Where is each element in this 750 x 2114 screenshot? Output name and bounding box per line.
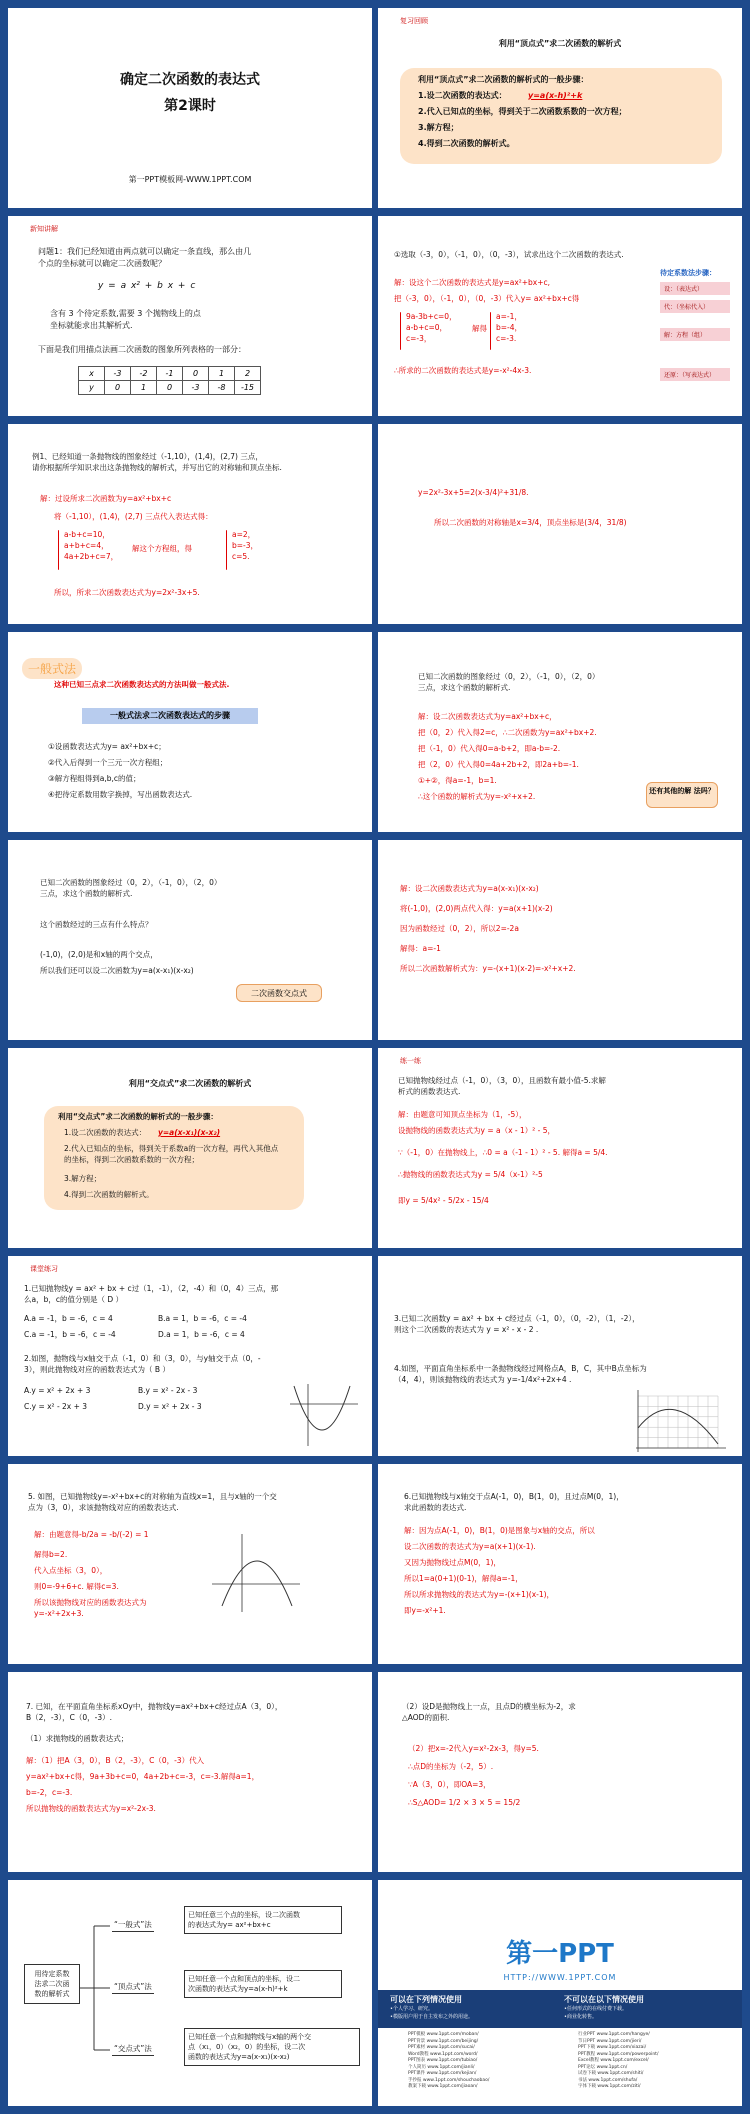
solution-line-4: 解得：a=-1 — [400, 944, 441, 953]
solution-line-2: 把（-3，0），（-1，0），（0，-3）代入y= ax²+bx+c得 — [394, 294, 580, 303]
option-d: D.a = 1，b = -6，c = 4 — [158, 1330, 245, 1339]
option-a-2: A.y = x² + 2x + 3 — [24, 1386, 91, 1395]
footer-link[interactable]: 行业PPT www.1ppt.com/hangye/ — [578, 2032, 650, 2037]
step-solve: 解：方程（组） — [660, 328, 730, 341]
section-tag: 练一练 — [400, 1057, 421, 1065]
solution-line-1: 解：设这个二次函数的表达式是y=ax²+bx+c, — [394, 278, 551, 287]
step-4: 4.得到二次函数的解析式。 — [64, 1190, 154, 1199]
slide-intercept-solution — [378, 840, 742, 1040]
solution-line-2: 设抛物线的函数表达式为y = a（x - 1）² - 5， — [398, 1126, 556, 1135]
completed-square: y=2x²-3x+5=2(x-3/4)²+31/8. — [418, 488, 529, 497]
solution-line-4: 所以1=a(0+1)(0-1)，解得a=-1， — [404, 1574, 523, 1583]
solution-values: a=2， b=-3， c=5. — [232, 530, 259, 561]
table-cell: 2 — [235, 367, 261, 381]
deck-subtitle: 第2课时 — [164, 98, 216, 114]
solution-line-1: 解：设二次函数表达式为y=ax²+bx+c， — [418, 712, 557, 721]
steps-title: 利用“交点式”求二次函数的解析式的一般步骤： — [58, 1112, 218, 1121]
question: ①选取（-3，0），（-1，0），（0，-3），试求出这个二次函数的表达式. — [394, 250, 624, 259]
section-tag: 复习回顾 — [400, 17, 428, 25]
solution-line-5: 即y = 5/4x² - 5/2x - 15/4 — [398, 1196, 489, 1205]
table-intro: 下面是我们用描点法画二次函数的图象所列表格的一部分： — [38, 345, 246, 354]
slide-practice — [378, 1048, 742, 1248]
solution-line-1: （2）把x=-2代入y=x²-2x-3，得y=5. — [408, 1744, 539, 1753]
axis-vertex: 所以二次函数的对称轴是x=3/4，顶点坐标是(3/4，31/8) — [434, 518, 627, 527]
brace-right — [490, 312, 491, 350]
solution-line-3: ∵（-1，0）在抛物线上，∴0 = a（-1 - 1）² - 5. 解得a = 5/4. — [398, 1148, 608, 1157]
links-left — [408, 2032, 489, 2091]
method-vertex: “顶点式”法 — [112, 1982, 154, 1994]
grid-parabola-figure — [628, 1388, 728, 1454]
steps-title: 利用“顶点式”求二次函数的解析式的一般步骤： — [418, 75, 589, 84]
step-3: 3.解方程； — [418, 123, 459, 132]
exercise-2: 2.如图，抛物线与x轴交于点（-1，0）和（3，0），与y轴交于点（0，- 3），则此抛物线对应的函数表达式为（ B ） — [24, 1354, 261, 1374]
coefficients-note: 含有 3 个待定系数,需要 3 个抛物线上的点 坐标就能求出其解析式. — [50, 309, 201, 330]
brace-right — [226, 530, 227, 570]
question: （2）设D是抛物线上一点，且点D的横坐标为-2，求 △AOD的面积. — [402, 1702, 576, 1722]
summary-connectors — [80, 1916, 110, 2066]
table-cell: 0 — [183, 367, 209, 381]
footer-link[interactable]: PPT论坛 www.1ppt.cn/ — [578, 2064, 628, 2070]
steps-title: 待定系数法步骤： — [660, 269, 716, 277]
step-3: ③解方程组得到a,b,c的值； — [48, 774, 141, 783]
solution-line-2: 设二次函数的表达式为y=a(x+1)(x-1). — [404, 1542, 536, 1551]
footer-link[interactable]: 书法 www.1ppt.com/shufa/ — [578, 2077, 638, 2083]
table-cell: 1 — [131, 381, 157, 395]
intercept-formula: y=a(x-x₁)(x-x₂) — [158, 1128, 221, 1137]
solution-line-5: 所以该抛物线对应的函数表达式为 y=-x²+2x+3. — [34, 1598, 147, 1618]
links-right — [578, 2032, 658, 2091]
step-4: 4.得到二次函数的解析式。 — [418, 139, 515, 148]
footer-link[interactable]: PPT下载 www.1ppt.com/xiazai/ — [578, 2045, 647, 2051]
table-cell: x — [79, 367, 105, 381]
insight-2: 所以我们还可以设二次函数为y=a(x-x₁)(x-x₂) — [40, 966, 194, 975]
equation-system: 9a-3b+c=0， a-b+c=0， c=-3， — [406, 312, 457, 343]
slide-vertex-form — [378, 8, 742, 208]
step-1: 1.设二次函数的表达式： — [64, 1128, 147, 1137]
solution-line-2: y=ax²+bx+c得，9a+3b+c=0，4a+2b+c=-3，c=-3.解得a=1， — [26, 1772, 260, 1781]
solution-line-1: 解：由题意可知顶点坐标为（1，-5）， — [398, 1110, 527, 1119]
table-cell: 0 — [105, 381, 131, 395]
question: 已知二次函数的图象经过（0，2），（-1，0），（2，0） 三点，求这个函数的解析式. — [418, 672, 600, 692]
table-cell: y — [79, 381, 105, 395]
slide-example-1 — [8, 424, 372, 624]
step-3: 3.解方程； — [64, 1174, 102, 1183]
cannot-use-1: •任何形式的在线付费下载。 — [564, 2006, 627, 2012]
insight-1: (-1,0)，(2,0)是和x轴的两个交点， — [40, 950, 158, 959]
section-tag: 新知讲解 — [30, 225, 58, 233]
general-equation: y = a x² + b x + c — [98, 281, 196, 291]
desc-general: 已知任意三个点的坐标，设二次函数 的表达式为y= ax²+bx+c — [184, 1906, 342, 1934]
table-cell: -15 — [235, 381, 261, 395]
step-set: 设：（表达式） — [660, 282, 730, 295]
question-1: 问题1：我们已经知道由两点就可以确定一条直线，那么由几 个点的坐标就可以确定二次函数呢？ — [38, 247, 252, 268]
table-cell: -3 — [105, 367, 131, 381]
method-badge: 一般式法 — [22, 658, 82, 679]
question: 例1、已经知道一条抛物线的图象经过（-1,10），(1,4)，(2,7) 三点， 请你根据所学知识求出这条抛物线的解析式，并写出它的对称轴和顶点坐标. — [32, 452, 282, 472]
footer-link[interactable]: 试卷下载 www.1ppt.com/shiti/ — [578, 2071, 644, 2077]
solution-line-2: 将（-1,10），(1,4)，(2,7) 三点代入表达式得： — [54, 512, 213, 521]
solution-line-3: 代入点坐标（3，0）， — [34, 1566, 108, 1575]
step-2: 2.代入已知点的坐标，得到关于二次函数系数的一次方程； — [418, 107, 627, 116]
question: 已知二次函数的图象经过（0，2），（-1，0），（2，0） 三点，求这个函数的解析式. — [40, 878, 222, 898]
parabola-figure — [290, 1384, 360, 1448]
slide-class-exercise-1 — [8, 1256, 372, 1456]
slide-three-points-example — [378, 632, 742, 832]
final-answer: 所以，所求二次函数表达式为y=2x²-3x+5. — [54, 588, 200, 597]
solution-line-3: 因为函数经过（0，2），所以2=-2a — [400, 924, 519, 933]
footer-link[interactable]: PPT背景 www.1ppt.com/beijing/ — [408, 2038, 479, 2044]
parabola-figure — [212, 1534, 302, 1614]
can-use-title: 可以在下列情况使用 — [390, 1995, 462, 2004]
solution-line-2: 把（0，2）代入得2=c，∴二次函数为y=ax²+bx+2. — [418, 728, 597, 737]
slide-new-knowledge — [8, 216, 372, 416]
solution-line-3: ∵A（3，0），即OA=3， — [408, 1780, 491, 1789]
can-use-1: •个人学习、研究。 — [390, 2006, 433, 2012]
desc-vertex: 已知任意一个点和顶点的坐标，设二 次函数的表达式为y=a(x-h)²+k — [184, 1970, 342, 1998]
table-cell: 0 — [157, 381, 183, 395]
solution-line-1: 解：设二次函数表达式为y=a(x-x₁)(x-x₂) — [400, 884, 539, 893]
brand-url[interactable]: HTTP://WWW.1PPT.COM — [503, 1973, 617, 1982]
option-b-2: B.y = x² - 2x - 3 — [138, 1386, 198, 1395]
method-general: “一般式”法 — [112, 1920, 154, 1932]
step-2: ②代入后得到一个三元一次方程组； — [48, 758, 168, 767]
slide-heading: 利用“顶点式”求二次函数的解析式 — [498, 39, 622, 48]
solution-line-5: 所以二次函数解析式为：y=-(x+1)(x-2)=-x²+x+2. — [400, 964, 576, 973]
option-c-2: C.y = x² - 2x + 3 — [24, 1402, 88, 1411]
option-c: C.a = -1，b = -6，c = -4 — [24, 1330, 116, 1339]
solution-line-5: ①+②，得a=-1，b=1. — [418, 776, 497, 785]
solution-line-1: 解：过设所求二次函数为y=ax²+bx+c — [40, 494, 172, 503]
solution-line-5: 所以所求抛物线的表达式为y=-(x+1)(x-1)， — [404, 1590, 555, 1599]
deck-title: 确定二次函数的表达式 — [120, 72, 260, 88]
brace-left — [58, 530, 59, 570]
footer-link[interactable]: 个人简历 www.1ppt.com/jianli/ — [408, 2064, 475, 2070]
solution-line-2: 解得b=2. — [34, 1550, 68, 1559]
solution-values: a=-1， b=-4， c=-3. — [496, 312, 523, 343]
footer-link[interactable]: 教案下载 www.1ppt.com/jiaoan/ — [408, 2084, 478, 2090]
solution-line-4: ∴抛物线的函数表达式为y = 5/4（x-1）²-5 — [398, 1170, 543, 1179]
footer-link[interactable]: PPT课件 www.1ppt.com/kejian/ — [408, 2071, 477, 2077]
solution-line-4: ∴S△AOD= 1/2 × 3 × 5 = 15/2 — [408, 1798, 521, 1807]
cannot-use-title: 不可以在以下情况使用 — [564, 1995, 644, 2004]
solution-line-6: 即y=-x²+1. — [404, 1606, 446, 1615]
slide-brand — [378, 1880, 742, 2106]
question-part-1: （1）求抛物线的函数表达式； — [26, 1734, 129, 1743]
footer-link[interactable]: 字体下载 www.1ppt.com/ziti/ — [578, 2084, 641, 2090]
exercise-1: 1.已知抛物线y = ax² + bx + c过（1，-1），（2，-4）和（0，4）三点，那 么a，b，c的值分别是（ D ） — [24, 1284, 279, 1304]
question: 6.已知抛物线与x轴交于点A(-1，0)，B(1，0)，且过点M(0，1)， 求此函数的表达式. — [404, 1492, 624, 1512]
step-restore: 还原：（写表达式） — [660, 368, 730, 381]
option-a: A.a = -1，b = -6，c = 4 — [24, 1314, 113, 1323]
step-4: ④把待定系数用数字换掉，写出函数表达式. — [48, 790, 193, 799]
step-1: 1.设二次函数的表达式： — [418, 91, 507, 100]
solution-line-1: 解：由题意得-b/2a = -b/(-2) = 1 — [34, 1530, 149, 1539]
brand-logo: 第一PPT — [506, 1939, 614, 1969]
table-cell: -1 — [157, 367, 183, 381]
slide-title — [8, 8, 372, 208]
table-cell: -3 — [183, 381, 209, 395]
solution-line-1: 解：（1）把A（3，0），B（2，-3），C（0，-3）代入 — [26, 1756, 205, 1765]
brace-left — [400, 312, 401, 350]
method-intercept: “交点式”法 — [112, 2044, 154, 2056]
deck-footer: 第一PPT模板网-WWW.1PPT.COM — [128, 175, 252, 184]
slide-exercise-5 — [8, 1464, 372, 1664]
can-use-2: •模版用户用于自主发布之外的用途。 — [390, 2014, 473, 2020]
slide-intercept-steps — [8, 1048, 372, 1248]
steps-band: 一般式法求二次函数表达式的步骤 — [82, 708, 258, 724]
solution-line-3: 把（-1，0）代入得0=a-b+2，即a-b=-2. — [418, 744, 561, 753]
slide-vertex-conversion — [378, 424, 742, 624]
desc-intercept: 已知任意一个点和抛物线与x轴的两个交 点（x₁，0）（x₂，0）的坐标，设二次 函数的表达式为y=a(x-x₁)(x-x₂) — [184, 2028, 360, 2066]
table-cell: -8 — [209, 381, 235, 395]
equation-system: a-b+c=10， a+b+c=4， 4a+2b+c=7， — [64, 530, 119, 561]
slide-exercise-7 — [8, 1672, 372, 1872]
solution-line-2: ∴点D的坐标为（-2，5）. — [408, 1762, 494, 1771]
slide-exercise-6 — [378, 1464, 742, 1664]
solution-line-1: 解：因为点A(-1，0)，B(1，0)是图象与x轴的交点，所以 — [404, 1526, 595, 1535]
step-2: 2.代入已知点的坐标，得到关于系数a的一次方程，再代入其他点 的坐标，得到二次函数系数的一次方程； — [64, 1144, 279, 1164]
slide-exercise-7-part-2 — [378, 1672, 742, 1872]
slide-intercept-idea — [8, 840, 372, 1040]
slide-summary — [8, 1880, 372, 2106]
footer-link[interactable]: PPT模板 www.1ppt.com/moban/ — [408, 2032, 479, 2037]
other-method-bubble: 还有其他的解 法吗？ — [646, 782, 718, 808]
step-substitute: 代：（坐标代入） — [660, 300, 730, 313]
exercise-3: 3.已知二次函数y = ax² + bx + c经过点（-1，0），（0，-2），（1，-2）， 则这个二次函数的表达式为 y = x² - x - 2 . — [394, 1314, 640, 1334]
value-table — [78, 366, 261, 395]
slide-general-form-method — [8, 632, 372, 832]
footer-link[interactable]: PPT图表 www.1ppt.com/tubiao/ — [408, 2058, 478, 2064]
solve-word: 解得 — [472, 324, 487, 333]
summary-root: 用待定系数 法求二次函 数的解析式 — [24, 1964, 80, 2004]
table-cell: -2 — [131, 367, 157, 381]
option-b: B.a = 1，b = -6，c = -4 — [158, 1314, 247, 1323]
footer-link[interactable]: PPT教程 www.1ppt.com/powerpoint/ — [578, 2051, 659, 2057]
option-d-2: D.y = x² + 2x - 3 — [138, 1402, 202, 1411]
footer-link[interactable]: Excel教程 www.1ppt.com/excel/ — [578, 2058, 649, 2064]
method-intro: 这种已知三点求二次函数表达式的方法叫做一般式法. — [54, 680, 230, 689]
footer-link[interactable]: 手抄报 www.1ppt.com/shouchaobao/ — [408, 2077, 490, 2083]
solve-word: 解这个方程组，得 — [132, 544, 192, 553]
cannot-use-2: •商业化转售。 — [564, 2014, 597, 2020]
solution-line-3: 又因为抛物线过点M(0，1)， — [404, 1558, 501, 1567]
question: 已知抛物线经过点（-1，0），（3，0），且函数有最小值-5.求解 析式的函数表达式. — [398, 1076, 606, 1096]
slide-class-exercise-2 — [378, 1256, 742, 1456]
question: 5. 如图，已知抛物线y=-x²+bx+c的对称轴为直线x=1，且与x轴的一个交 点为（3，0），求该抛物线对应的函数表达式. — [28, 1492, 277, 1512]
solution-line-4: 把（2，0）代入得0=4a+2b+2，即2a+b=-1. — [418, 760, 579, 769]
solution-line-4: 则0=-9+6+c. 解得c=3. — [34, 1582, 119, 1591]
solution-line-2: 将(-1,0)，(2,0)两点代入得：y=a(x+1)(x-2) — [400, 904, 553, 913]
exercise-4: 4.如图，平面直角坐标系中一条抛物线经过网格点A，B，C，其中B点坐标为 （4，4），则该抛物线的表达式为 y=-1/4x²+2x+4 . — [394, 1364, 647, 1384]
solution-line-4: 所以抛物线的函数表达式为y=x²-2x-3. — [26, 1804, 156, 1813]
footer-link[interactable]: 节日PPT www.1ppt.com/jieri/ — [578, 2038, 642, 2044]
question: 7. 已知，在平面直角坐标系xOy中，抛物线y=ax²+bx+c经过点A（3，0）， B（2，-3），C（0，-3）. — [26, 1702, 283, 1722]
final-answer: ∴所求的二次函数的表达式是y=-x²-4x-3. — [394, 366, 532, 375]
intercept-form-label: 二次函数交点式 — [236, 984, 322, 1002]
slide-example-select — [378, 216, 742, 416]
footer-link[interactable]: PPT素材 www.1ppt.com/sucai/ — [408, 2045, 475, 2051]
footer-link[interactable]: Word教程 www.1ppt.com/word/ — [408, 2051, 478, 2057]
step-1: ①设函数表达式为y= ax²+bx+c； — [48, 742, 166, 751]
vertex-formula: y=a(x-h)²+k — [528, 91, 583, 100]
question-2: 这个函数经过的三点有什么特点？ — [40, 920, 153, 929]
slide-heading: 利用“交点式”求二次函数的解析式 — [128, 1079, 252, 1088]
table-cell: 1 — [209, 367, 235, 381]
solution-line-6: ∴这个函数的解析式为y=-x²+x+2. — [418, 792, 536, 801]
solution-line-3: b=-2，c=-3. — [26, 1788, 73, 1797]
section-tag: 课堂练习 — [30, 1265, 58, 1273]
